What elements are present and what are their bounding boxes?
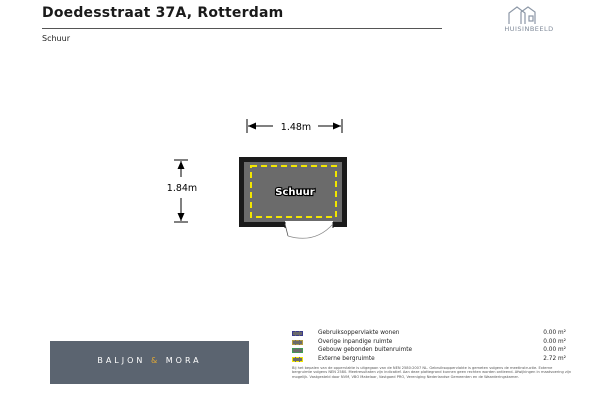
legend-value: 2.72 m² — [543, 355, 566, 362]
legend-item — [292, 339, 566, 347]
agency-name-first: BALJON — [97, 356, 146, 365]
door — [285, 221, 333, 238]
area-legend — [292, 330, 566, 364]
brand-name: HUISINBEELD — [504, 25, 554, 33]
legend-swatch — [292, 348, 303, 353]
legend-swatch — [292, 340, 303, 345]
agency-logo — [50, 341, 249, 384]
agency-name-second: MORA — [165, 356, 202, 365]
legend-label: Overige inpandige ruimte — [318, 338, 393, 345]
disclaimer-text: Bij het bepalen van de oppervlakte is uitgegaan van de NEN 2580:2007 NL. Gebruiksoppervlakte is gemeten volgens de meetinstructie. Externe bergruimte volgens NEN 2580. Meetresultaten zijn indicatief. Aan deze plattegrond kunnen geen rechten worden ontleend. Afwijkingen in maatvoering zijn mogelijk. Vastgesteld door NVM, VBO Makelaar, Vastgoed PRO, Vereniging Nederlandse Gemeenten en de Waarderingskamer. — [292, 366, 572, 379]
legend-item — [292, 330, 566, 338]
legend-value: 0.00 m² — [543, 347, 566, 353]
height-label: 1.84m — [166, 183, 198, 194]
legend-label: Gebruiksoppervlakte wonen — [318, 330, 400, 336]
floor-subtitle: Schuur — [42, 34, 70, 43]
legend-item — [292, 347, 566, 355]
width-dimension — [247, 119, 342, 133]
legend-value: 0.00 m² — [543, 338, 566, 345]
agency-name — [50, 356, 249, 365]
legend-item — [292, 356, 566, 364]
width-label: 1.48m — [280, 122, 312, 133]
height-dimension — [167, 160, 197, 222]
legend-value: 0.00 m² — [543, 330, 566, 336]
legend-swatch — [292, 357, 303, 362]
agency-ampersand: & — [150, 356, 161, 365]
legend-label: Externe bergruimte — [318, 355, 375, 362]
legend-swatch — [292, 331, 303, 336]
legend-label: Gebouw gebonden buitenruimte — [318, 347, 413, 353]
room-label: Schuur — [275, 187, 315, 198]
page-title: Doedesstraat 37A, Rotterdam — [42, 5, 284, 21]
